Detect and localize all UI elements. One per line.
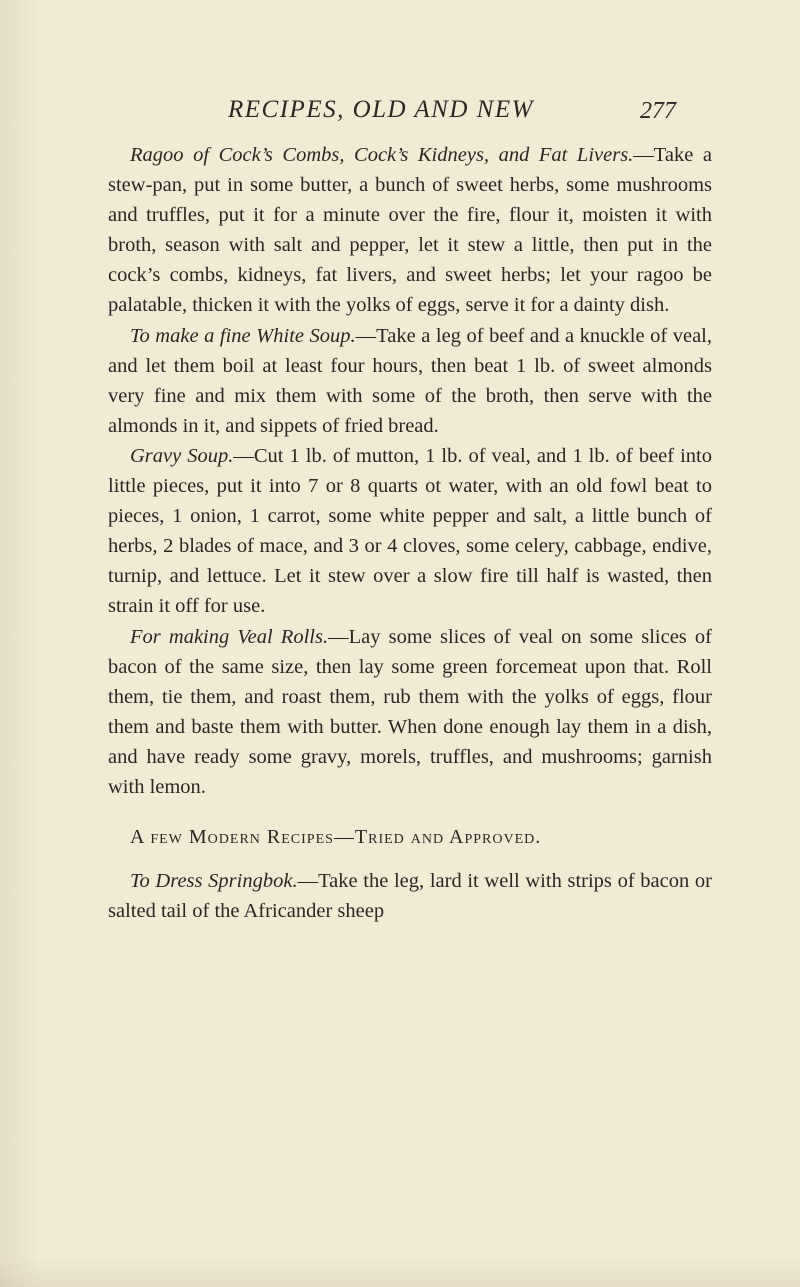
section-heading: A few Modern Recipes—Tried and Approved. [130, 826, 542, 849]
recipe-text: Take a leg of beef and a knuckle of veal, and let them boil at least four hours, then beat 1 lb. of sweet almonds very fine and mix them with some of the broth, then serve with the almonds in it, and sippets of fried bread. [108, 324, 712, 437]
title-separator: — [633, 144, 654, 166]
recipe-text: Lay some slices of veal on some slices of bacon of the same size, then lay some green forcemeat upon that. Roll them, tie them, and roast them, rub them with the yolks of eggs, flour them and baste them with butter. When done enough lay them in a dish, and have ready some gravy, morels, truffles, and mushrooms; garnish with lemon. [108, 625, 712, 798]
title-separator: — [233, 444, 254, 467]
recipe-title: Ragoo of Cock’s Combs, Cock’s Kidneys, and Fat Livers. [130, 144, 634, 166]
recipe-text: Cut 1 lb. of mutton, 1 lb. of veal, and 1 lb. of beef into little pieces, put it into 7 or 8 quarts ot water, with an old fowl beat to pieces, 1 onion, 1 carrot, some white pepper and salt, a little bunch of herbs, 2 blades of mace, and 3 or 4 cloves, some celery, cabbage, endive, turnip, and lettuce. Let it stew over a slow fire till half is wasted, then strain it off for use. [108, 444, 713, 618]
running-title: RECIPES, OLD AND NEW [228, 96, 534, 123]
recipe-paragraph [108, 321, 712, 441]
recipe-paragraph [108, 140, 712, 321]
recipe-text: Take a stew-pan, put in some butter, a bunch of sweet herbs, some mushrooms and truffles, put it for a minute over the fire, flour it, moisten it with broth, season with salt and pepper, let it stew a little, then put in the cock’s combs, kidneys, fat livers, and sweet herbs; let your ragoo be palatable, thicken it with the yolks of eggs, serve it for a dainty dish. [108, 144, 712, 317]
recipe-paragraph [108, 441, 712, 622]
recipe-title: To make a fine White Soup. [130, 324, 356, 347]
title-separator: — [355, 324, 377, 347]
page-number: 277 [640, 98, 676, 124]
recipe-title: For making Veal Rolls. [130, 625, 329, 648]
body-text [108, 140, 712, 926]
running-head [0, 96, 800, 136]
recipe-paragraph [108, 866, 712, 926]
title-separator: — [328, 625, 349, 648]
recipe-paragraph [108, 622, 712, 803]
recipe-title: Gravy Soup. [130, 444, 234, 467]
title-separator: — [297, 870, 319, 893]
recipe-text: Take the leg, lard it well with strips of bacon or salted tail of the Africander sheep [108, 870, 712, 923]
recipe-title: To Dress Springbok. [130, 870, 298, 893]
